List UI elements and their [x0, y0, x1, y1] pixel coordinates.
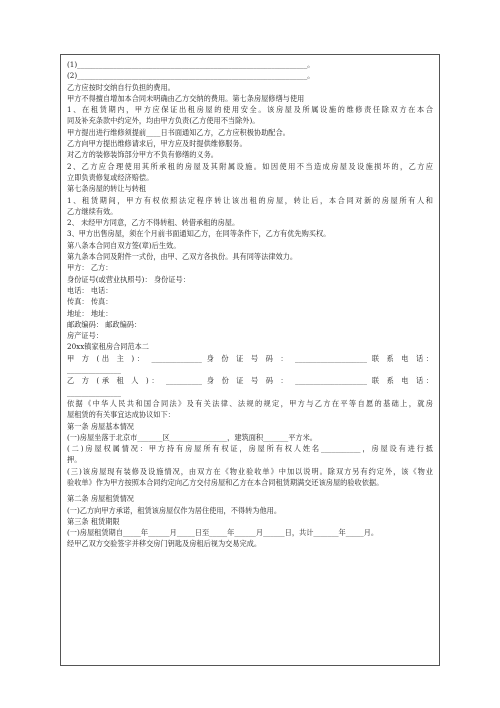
signature-field: 传真： 传真：: [67, 297, 113, 307]
text-line: (三)该房屋现有装修及设施情况，由双方在《物业验收单》中加以说明。除双方另有约定外，该《物业: [67, 466, 433, 476]
text-line: 2、乙方应合理使用其所承租的房屋及其附属设施。如因使用不当造成房屋及设施损坏的，乙方应: [67, 161, 433, 171]
text-line: (2)________________________________________________________________。: [67, 71, 315, 81]
text-line: 押。: [67, 455, 82, 465]
signature-field: 房产证号：: [67, 331, 103, 341]
contract-page: [60, 54, 440, 666]
party-line: 乙 方 (承 租 人 )： __________ 身 份 证 号 码 ： ____________________ 联 系 电 话：: [67, 376, 433, 386]
text-line: 3、甲方出售房屋，须在个月前书面通知乙方，在同等条件下，乙方有优先购买权。: [67, 229, 331, 239]
text-line: (1)________________________________________________________________。: [67, 60, 315, 69]
signature-field: 电话： 电话：: [67, 285, 113, 295]
text-line: 乙方向甲方提出维修请求后，甲方应及时提供维修服务。: [67, 139, 247, 149]
section-heading: 第一条 房屋基本情况: [67, 421, 134, 431]
section-heading: 20xx镇家租房合同范本二: [67, 342, 149, 352]
signature-field: 身份证号(或营业执照号)： 身份证号：: [67, 274, 190, 284]
text-line: 依据《中华人民共和国合同法》及有关法律、法规的规定，甲方与乙方在平等自愿的基础上，就房: [67, 398, 433, 408]
party-line: _______________: [67, 387, 121, 397]
text-line: 屋租赁的有关事宜达成协议如下：: [67, 410, 175, 420]
text-line: 验收单》作为甲方按照本合同约定向乙方交付房屋和乙方在本合同租赁期满交还该房屋的验收依据。: [67, 477, 384, 487]
section-heading: 第七条房屋的转让与转租: [67, 184, 147, 194]
section-heading: 第三条 租赁期限: [67, 516, 120, 526]
text-line: 1、租赁期间，甲方有权依照法定程序转让该出租的房屋，转让后，本合同对新的房屋所有人和: [67, 195, 433, 205]
party-line: 甲 方 (出 主 )： ______________ 身 份 证 号 码 ： ____________________ 联 系 电 话：: [67, 353, 433, 363]
signature-field: 甲方： 乙方：: [67, 263, 113, 273]
text-line: (一)乙方向甲方承诺，租赁该房屋仅作为居住使用，不得转为他用。: [67, 505, 282, 515]
text-line: 乙方继续有效。: [67, 206, 118, 216]
party-line: _______________: [67, 365, 121, 375]
text-line: 经甲乙双方交验签字并移交房门钥匙及房租后视为交易完成。: [67, 539, 262, 549]
text-line: (二)房屋权属情况：甲方持有房屋所有权证，房屋所有权人姓名___________，房屋设有进行抵: [67, 444, 433, 454]
text-line: 甲方提出进行维修须提前____日书面通知乙方，乙方应积极协助配合。: [67, 127, 290, 137]
signature-field: 邮政编码： 邮政编码：: [67, 319, 142, 329]
text-line: 2、 未经甲方同意，乙方不得转租、转借承租的房屋。: [67, 218, 240, 228]
text-line: 立即负责修复或经济赔偿。: [67, 172, 154, 182]
signature-field: 地址： 地址：: [67, 308, 113, 318]
text-line: 第九条本合同及附件一式份，由甲、乙双方各执份。具有同等法律效力。: [67, 252, 298, 262]
text-line: 对乙方的装修装饰部分甲方不负有修缮的义务。: [67, 150, 218, 160]
text-line: (一)房屋坐落于北京市_______区________________，建筑面积_______平方米。: [67, 432, 317, 442]
text-line: 甲方不得擅自增加本合同未明确由乙方交纳的费用。第七条房屋修缮与使用: [67, 93, 305, 103]
text-line: 同及补充条款中约定外，均由甲方负责(乙方使用不当除外)。: [67, 116, 260, 126]
text-line: 第八条本合同自双方签(章)后生效。: [67, 240, 181, 250]
text-line: 乙方应按时交纳自行负担的费用。: [67, 82, 175, 92]
section-heading: 第二条 房屋租赁情况: [67, 494, 134, 504]
text-line: (一)房屋租赁期自_____年______月_____日至_____年______月______日，共计_______年_____月。: [67, 528, 379, 538]
text-line: 1、在租赁期内，甲方应保证出租房屋的使用安全。该房屋及所属设施的维修责任除双方在本合: [67, 105, 433, 115]
